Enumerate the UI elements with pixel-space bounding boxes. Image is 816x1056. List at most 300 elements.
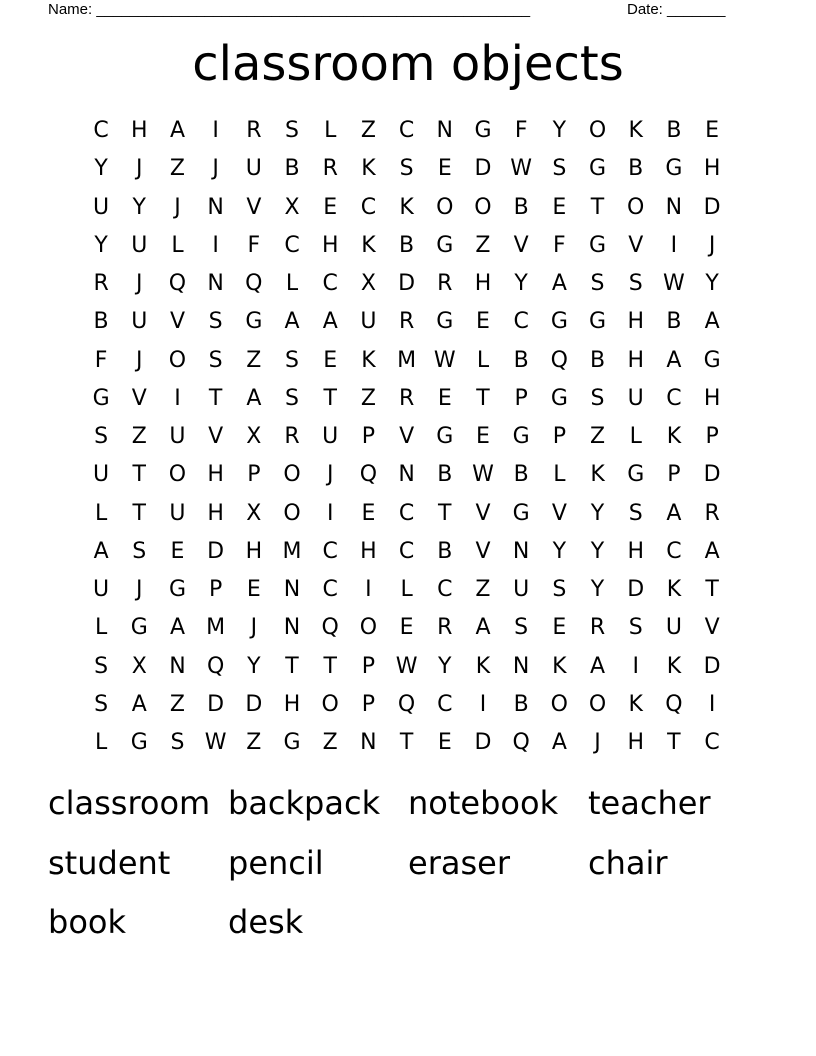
grid-letter: Q — [206, 653, 225, 679]
grid-letter: S — [285, 347, 300, 373]
grid-letter: C — [322, 271, 338, 296]
grid-letter: M — [397, 347, 417, 373]
grid-letter: O — [474, 194, 492, 220]
grid-letter: R — [398, 385, 415, 411]
grid-letter: Z — [475, 577, 491, 602]
grid-letter: K — [628, 691, 643, 717]
grid-letter: V — [399, 424, 415, 449]
grid-letter: P — [247, 462, 261, 488]
grid-letter: I — [365, 577, 372, 602]
grid-letter: J — [594, 730, 601, 755]
word-list-item: desk — [228, 903, 304, 941]
grid-letter: H — [283, 691, 301, 717]
grid-letter: I — [479, 691, 487, 717]
grid-letter: R — [246, 118, 262, 143]
grid-letter: L — [324, 118, 337, 143]
grid-letter: C — [93, 118, 109, 143]
grid-letter: X — [246, 424, 262, 449]
date-field-label: Date: _______ — [627, 1, 726, 18]
grid-letter: S — [628, 271, 643, 296]
grid-letter: W — [472, 462, 494, 488]
grid-letter: G — [512, 424, 530, 449]
grid-letter: S — [628, 615, 643, 641]
grid-letter: W — [204, 730, 227, 755]
grid-letter: L — [476, 347, 490, 373]
grid-letter: L — [400, 577, 413, 602]
grid-letter: Z — [246, 347, 262, 373]
grid-letter: H — [703, 156, 721, 182]
grid-letter: K — [628, 118, 643, 143]
grid-letter: G — [436, 232, 454, 258]
grid-letter: O — [588, 118, 607, 143]
word-list-item: classroom — [48, 784, 211, 822]
grid-letter: F — [94, 347, 108, 373]
grid-letter: J — [212, 156, 219, 182]
grid-letter: P — [705, 424, 719, 449]
grid-letter: N — [169, 653, 186, 679]
grid-letter: Y — [247, 653, 261, 679]
grid-letter: B — [399, 232, 415, 258]
grid-letter: E — [323, 347, 338, 373]
grid-letter: X — [284, 194, 300, 220]
grid-letter: U — [513, 577, 530, 602]
grid-letter: O — [627, 194, 645, 220]
grid-letter: A — [666, 500, 682, 526]
grid-letter: J — [136, 156, 143, 182]
grid-letter: Z — [322, 730, 338, 755]
grid-letter: G — [589, 232, 607, 258]
grid-letter: T — [323, 385, 337, 411]
grid-letter: Y — [132, 194, 146, 220]
grid-letter: Y — [552, 538, 567, 564]
grid-letter: I — [632, 653, 639, 679]
grid-letter: E — [361, 500, 376, 526]
grid-letter: N — [283, 615, 301, 641]
grid-letter: U — [627, 385, 644, 411]
grid-letter: E — [705, 118, 720, 143]
grid-letter: C — [666, 538, 682, 564]
grid-letter: C — [322, 538, 338, 564]
grid-letter: A — [666, 347, 682, 373]
grid-letter: C — [437, 691, 453, 717]
grid-letter: S — [94, 691, 109, 717]
grid-letter: J — [136, 347, 143, 373]
grid-letter: B — [513, 347, 529, 373]
grid-letter: Y — [590, 577, 605, 602]
grid-letter: J — [708, 232, 716, 258]
grid-letter: H — [360, 538, 377, 564]
grid-letter: Z — [589, 424, 606, 449]
grid-letter: G — [550, 385, 568, 411]
grid-letter: U — [131, 309, 148, 335]
grid-letter: C — [704, 730, 720, 755]
grid-letter: G — [512, 500, 530, 526]
grid-letter: H — [474, 271, 492, 296]
grid-letter: Q — [550, 347, 568, 373]
grid-letter: D — [245, 691, 263, 717]
grid-letter: G — [283, 730, 301, 755]
grid-letter: E — [437, 156, 452, 182]
grid-letter: Q — [512, 730, 530, 755]
grid-letter: W — [395, 653, 418, 679]
grid-letter: D — [627, 577, 645, 602]
grid-letter: S — [285, 385, 300, 411]
grid-letter: L — [171, 232, 184, 258]
grid-letter: U — [93, 577, 110, 602]
grid-letter: B — [513, 194, 529, 220]
grid-letter: S — [94, 424, 109, 449]
letter-grid — [82, 112, 731, 762]
grid-letter: Y — [94, 156, 108, 182]
grid-letter: K — [552, 653, 567, 679]
grid-letter: Q — [359, 462, 378, 488]
grid-letter: D — [207, 691, 225, 717]
grid-letter: R — [589, 615, 606, 641]
grid-letter: L — [94, 500, 108, 526]
grid-letter: G — [665, 156, 683, 182]
grid-letter: I — [708, 691, 716, 717]
grid-letter: O — [588, 691, 607, 717]
grid-letter: S — [590, 385, 605, 411]
grid-letter: C — [666, 385, 682, 411]
grid-letter: G — [589, 156, 607, 182]
grid-letter: K — [361, 347, 376, 373]
grid-letter: T — [438, 500, 452, 526]
worksheet-header — [48, 0, 748, 20]
grid-letter: I — [670, 232, 678, 258]
grid-letter: V — [169, 309, 185, 335]
grid-letter: Q — [321, 615, 339, 641]
grid-letter: B — [437, 462, 453, 488]
grid-letter: A — [93, 538, 109, 564]
word-list-item: teacher — [588, 784, 711, 822]
grid-letter: X — [246, 500, 262, 526]
grid-letter: K — [361, 156, 376, 182]
grid-letter: Z — [169, 691, 185, 717]
grid-letter: C — [398, 118, 415, 143]
grid-letter: N — [207, 194, 224, 220]
grid-letter: O — [359, 615, 378, 641]
grid-letter: G — [436, 309, 454, 335]
word-list-item: chair — [588, 843, 668, 882]
grid-letter: T — [705, 577, 719, 602]
grid-letter: P — [361, 424, 376, 449]
grid-letter: W — [510, 156, 533, 182]
grid-letter: Q — [245, 271, 263, 296]
grid-letter: E — [399, 615, 414, 641]
grid-letter: T — [667, 730, 681, 755]
grid-letter: O — [283, 462, 301, 488]
grid-letter: G — [245, 309, 263, 335]
grid-letter: G — [168, 577, 186, 602]
grid-letter: Z — [246, 730, 262, 755]
grid-letter: R — [437, 271, 453, 296]
grid-letter: T — [323, 653, 337, 679]
grid-letter: Y — [94, 232, 108, 258]
grid-letter: G — [130, 615, 148, 641]
grid-letter: H — [627, 538, 644, 564]
grid-letter: U — [322, 424, 339, 449]
grid-letter: I — [174, 385, 181, 411]
grid-letter: Y — [552, 118, 567, 143]
grid-letter: L — [629, 424, 642, 449]
grid-letter: A — [704, 309, 720, 335]
grid-letter: G — [550, 309, 568, 335]
grid-letter: Z — [360, 385, 376, 411]
puzzle-title: classroom objects — [192, 36, 624, 92]
name-field-label: Name: ____________________________________________________ — [48, 1, 531, 18]
grid-letter: P — [667, 462, 681, 488]
grid-letter: K — [475, 653, 491, 679]
grid-letter: U — [245, 156, 262, 182]
grid-letter: Z — [475, 232, 491, 258]
grid-letter: T — [285, 653, 299, 679]
grid-letter: V — [628, 232, 644, 258]
grid-letter: D — [474, 156, 492, 182]
grid-letter: E — [476, 309, 490, 335]
grid-letter: J — [250, 615, 258, 641]
grid-letter: G — [92, 385, 110, 411]
grid-letter: C — [398, 538, 415, 564]
grid-letter: Y — [590, 538, 605, 564]
grid-letter: S — [285, 118, 300, 143]
grid-letter: C — [284, 232, 300, 258]
grid-letter: N — [398, 462, 415, 488]
grid-letter: H — [245, 538, 263, 564]
grid-letter: S — [552, 577, 567, 602]
grid-letter: I — [326, 500, 334, 526]
grid-letter: S — [208, 347, 223, 373]
grid-letter: O — [168, 347, 187, 373]
grid-letter: S — [94, 653, 109, 679]
grid-letter: P — [552, 424, 566, 449]
grid-letter: A — [475, 615, 491, 641]
word-list-item: book — [48, 903, 126, 941]
grid-letter: A — [322, 309, 338, 335]
grid-letter: Z — [169, 156, 185, 182]
grid-letter: D — [703, 462, 721, 488]
grid-letter: R — [398, 309, 415, 335]
grid-letter: A — [704, 538, 720, 564]
grid-letter: D — [703, 653, 721, 679]
grid-letter: Q — [168, 271, 187, 296]
grid-letter: S — [628, 500, 643, 526]
grid-letter: C — [398, 500, 415, 526]
grid-letter: Y — [705, 271, 719, 296]
grid-letter: A — [131, 691, 147, 717]
word-list-item: eraser — [408, 843, 510, 882]
grid-letter: W — [663, 271, 685, 296]
grid-letter: R — [322, 156, 338, 182]
grid-letter: W — [433, 347, 456, 373]
grid-letter: F — [514, 118, 528, 143]
word-list-item: pencil — [228, 843, 324, 882]
grid-letter: R — [284, 424, 300, 449]
grid-letter: N — [207, 271, 224, 296]
grid-letter: K — [399, 194, 414, 220]
grid-letter: K — [590, 462, 605, 488]
grid-letter: V — [475, 538, 491, 564]
grid-letter: C — [513, 309, 529, 335]
grid-letter: T — [208, 385, 223, 411]
grid-letter: B — [589, 347, 606, 373]
grid-letter: S — [514, 615, 529, 641]
grid-letter: S — [170, 730, 185, 755]
grid-letter: I — [212, 232, 219, 258]
grid-letter: C — [360, 194, 377, 220]
grid-letter: U — [360, 309, 377, 335]
grid-letter: V — [704, 615, 720, 641]
grid-letter: N — [512, 653, 530, 679]
grid-letter: Y — [590, 500, 605, 526]
grid-letter: G — [474, 118, 492, 143]
grid-letter: H — [207, 500, 224, 526]
grid-letter: N — [283, 577, 301, 602]
grid-letter: E — [476, 424, 490, 449]
grid-letter: M — [206, 615, 226, 641]
grid-letter: I — [212, 118, 219, 143]
grid-letter: P — [361, 653, 376, 679]
grid-letter: L — [94, 615, 108, 641]
grid-letter: S — [132, 538, 147, 564]
grid-letter: Z — [360, 118, 376, 143]
grid-letter: L — [285, 271, 299, 296]
grid-letter: O — [550, 691, 568, 717]
grid-letter: C — [437, 577, 453, 602]
grid-letter: T — [399, 730, 414, 755]
grid-letter: E — [552, 194, 567, 220]
grid-letter: K — [666, 577, 682, 602]
grid-letter: B — [666, 309, 682, 335]
grid-letter: N — [360, 730, 377, 755]
grid-letter: B — [666, 118, 682, 143]
grid-letter: Y — [514, 271, 528, 296]
grid-letter: R — [437, 615, 453, 641]
grid-letter: T — [132, 500, 146, 526]
grid-letter: F — [247, 232, 261, 258]
grid-letter: B — [437, 538, 453, 564]
grid-letter: A — [246, 385, 262, 411]
grid-letter: U — [169, 500, 186, 526]
grid-letter: E — [552, 615, 567, 641]
grid-letter: S — [552, 156, 567, 182]
word-list-item: student — [48, 843, 171, 882]
grid-letter: P — [514, 385, 528, 411]
grid-letter: D — [703, 194, 721, 220]
grid-letter: A — [169, 118, 185, 143]
grid-letter: N — [512, 538, 530, 564]
grid-letter: H — [131, 118, 148, 143]
grid-letter: V — [475, 500, 491, 526]
grid-letter: B — [628, 156, 644, 182]
grid-letter: H — [703, 385, 721, 411]
grid-letter: B — [93, 309, 109, 335]
grid-letter: M — [282, 538, 302, 564]
grid-letter: D — [474, 730, 492, 755]
grid-letter: J — [174, 194, 181, 220]
word-list-item: notebook — [408, 784, 559, 822]
grid-letter: X — [360, 271, 376, 296]
grid-letter: H — [627, 347, 644, 373]
grid-letter: G — [589, 309, 607, 335]
grid-letter: S — [399, 156, 414, 182]
grid-letter: E — [323, 194, 338, 220]
grid-letter: H — [321, 232, 339, 258]
grid-letter: J — [136, 271, 143, 296]
grid-letter: E — [246, 577, 261, 602]
grid-letter: D — [398, 271, 416, 296]
grid-letter: H — [627, 309, 644, 335]
grid-letter: F — [553, 232, 566, 258]
grid-letter: V — [131, 385, 147, 411]
grid-letter: V — [246, 194, 262, 220]
grid-letter: O — [436, 194, 454, 220]
grid-letter: V — [208, 424, 224, 449]
grid-letter: T — [476, 385, 490, 411]
word-list — [48, 778, 768, 957]
grid-letter: P — [361, 691, 376, 717]
grid-letter: L — [94, 730, 108, 755]
grid-letter: J — [136, 577, 143, 602]
grid-letter: H — [627, 730, 644, 755]
grid-letter: X — [131, 653, 147, 679]
grid-letter: Y — [438, 653, 452, 679]
grid-letter: O — [168, 462, 187, 488]
grid-letter: U — [169, 424, 186, 449]
grid-letter: J — [326, 462, 334, 488]
grid-letter: B — [513, 691, 529, 717]
grid-letter: R — [93, 271, 109, 296]
grid-letter: U — [93, 194, 110, 220]
grid-letter: K — [666, 653, 682, 679]
grid-letter: U — [93, 462, 110, 488]
grid-letter: S — [208, 309, 223, 335]
grid-letter: R — [704, 500, 720, 526]
grid-letter: A — [284, 309, 300, 335]
grid-letter: E — [437, 730, 452, 755]
grid-letter: U — [131, 232, 148, 258]
grid-letter: G — [703, 347, 721, 373]
grid-letter: V — [551, 500, 567, 526]
grid-letter: P — [209, 577, 223, 602]
grid-letter: K — [666, 424, 682, 449]
grid-letter: G — [627, 462, 645, 488]
grid-letter: B — [513, 462, 529, 488]
grid-letter: D — [207, 538, 225, 564]
grid-letter: C — [322, 577, 338, 602]
grid-letter: H — [207, 462, 224, 488]
grid-letter: Z — [131, 424, 147, 449]
grid-letter: E — [437, 385, 452, 411]
grid-letter: O — [321, 691, 339, 717]
grid-letter: L — [553, 462, 566, 488]
grid-letter: N — [665, 194, 683, 220]
grid-letter: O — [283, 500, 301, 526]
grid-letter: U — [665, 615, 682, 641]
grid-letter: T — [590, 194, 605, 220]
grid-letter: G — [436, 424, 454, 449]
grid-letter: E — [170, 538, 185, 564]
grid-letter: S — [590, 271, 605, 296]
grid-letter: V — [513, 232, 529, 258]
grid-letter: A — [551, 730, 567, 755]
grid-letter: Q — [665, 691, 683, 717]
grid-letter: K — [361, 232, 376, 258]
grid-letter: Q — [397, 691, 416, 717]
grid-letter: N — [436, 118, 454, 143]
grid-letter: A — [590, 653, 606, 679]
grid-letter: A — [169, 615, 185, 641]
